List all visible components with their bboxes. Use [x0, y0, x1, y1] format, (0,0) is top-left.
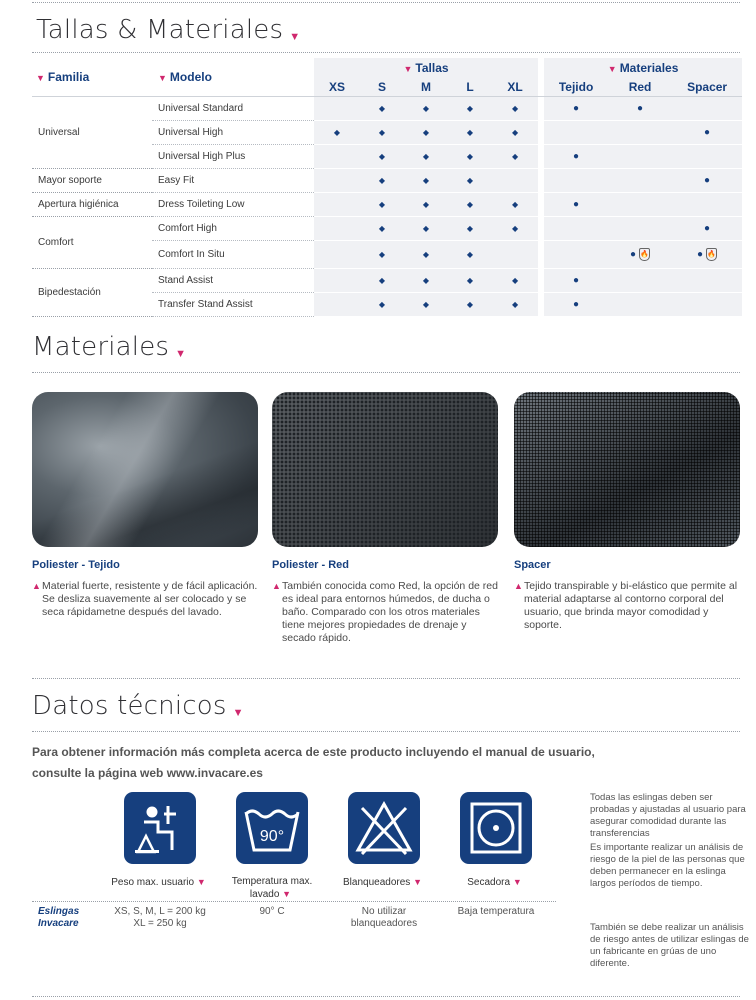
- diamond-icon: ◆: [422, 199, 430, 209]
- material-availability-cell: [608, 120, 672, 144]
- diamond-icon: ◆: [378, 151, 386, 161]
- diamond-icon: ◆: [466, 103, 474, 113]
- tech-label: Secadora ▼: [467, 877, 522, 888]
- dot-icon: ●: [573, 274, 580, 286]
- tech-label: Peso max. usuario ▼: [111, 877, 206, 888]
- dot-icon: ●: [630, 248, 637, 260]
- diamond-icon: ◆: [466, 299, 474, 309]
- diamond-icon: ◆: [466, 223, 474, 233]
- family-cell: Mayor soporte: [32, 168, 152, 192]
- material-availability-cell: [672, 216, 742, 240]
- section-title-materials: [32, 332, 186, 362]
- family-cell: Universal: [32, 96, 152, 168]
- size-availability-cell: [448, 120, 492, 144]
- tech-value: 90° C: [259, 906, 285, 917]
- modelo-header: ▼ Modelo: [152, 58, 314, 96]
- dot-icon: ●: [704, 174, 711, 186]
- size-availability-cell: [314, 168, 360, 192]
- section-title-tech-text: Datos técnicos: [32, 691, 227, 721]
- diamond-icon: ◆: [422, 275, 430, 285]
- dot-icon: ●: [704, 222, 711, 234]
- diamond-icon: ◆: [333, 127, 341, 137]
- size-header: L: [448, 78, 492, 96]
- material-availability-cell: [544, 96, 608, 120]
- diamond-icon: ◆: [422, 223, 430, 233]
- wash-90-text: 90°: [259, 828, 285, 845]
- size-availability-cell: [492, 292, 538, 316]
- material-name: Poliester - Tejido: [32, 559, 120, 571]
- pink-triangle-icon: ▼: [289, 30, 301, 43]
- size-availability-cell: [404, 120, 448, 144]
- size-availability-cell: [492, 216, 538, 240]
- diamond-icon: ◆: [511, 223, 519, 233]
- family-cell: Comfort: [32, 216, 152, 268]
- diamond-icon: ◆: [511, 127, 519, 137]
- material-availability-cell: [608, 292, 672, 316]
- tech-top-divider: [32, 678, 740, 679]
- size-availability-cell: [360, 192, 404, 216]
- size-availability-cell: [448, 144, 492, 168]
- size-availability-cell: [492, 268, 538, 292]
- red-mesh-photo: [272, 392, 498, 547]
- tech-value: XS, S, M, L = 200 kg XL = 250 kg: [114, 906, 206, 929]
- size-availability-cell: [404, 96, 448, 120]
- size-availability-cell: [448, 96, 492, 120]
- size-availability-cell: [360, 144, 404, 168]
- material-header: Spacer: [672, 78, 742, 96]
- diamond-icon: ◆: [378, 249, 386, 259]
- material-availability-cell: [608, 168, 672, 192]
- size-availability-cell: [314, 240, 360, 268]
- model-cell: Comfort In Situ: [152, 240, 314, 268]
- material-availability-cell: [672, 96, 742, 120]
- diamond-icon: ◆: [466, 199, 474, 209]
- size-availability-cell: [314, 120, 360, 144]
- diamond-icon: ◆: [378, 275, 386, 285]
- section-title-tech: [32, 691, 244, 721]
- size-availability-cell: [492, 168, 538, 192]
- family-cell: Apertura higiénica: [32, 192, 152, 216]
- material-availability-cell: [672, 192, 742, 216]
- table-row: [32, 168, 742, 192]
- dot-icon: ●: [704, 126, 711, 138]
- model-cell: Universal High Plus: [152, 144, 314, 168]
- diamond-icon: ◆: [422, 127, 430, 137]
- material-availability-cell: [544, 120, 608, 144]
- diamond-icon: ◆: [422, 103, 430, 113]
- wash-90-icon-graphic: [236, 792, 308, 864]
- material-availability-cell: [608, 240, 672, 268]
- material-availability-cell: [672, 120, 742, 144]
- dot-icon: ●: [573, 298, 580, 310]
- size-availability-cell: [404, 292, 448, 316]
- diamond-icon: ◆: [466, 249, 474, 259]
- size-availability-cell: [360, 168, 404, 192]
- pink-triangle-icon: ▼: [232, 706, 244, 719]
- model-cell: Comfort High: [152, 216, 314, 240]
- tejido-fabric-photo: [32, 392, 258, 547]
- material-description-text: Tejido transpirable y bi-elástico que permite al material adaptarse al contorno corporal del usuario, que brinda mayor comodidad y soporte.: [524, 580, 738, 631]
- material-availability-cell: [608, 96, 672, 120]
- material-availability-cell: [608, 192, 672, 216]
- size-availability-cell: [448, 240, 492, 268]
- tech-value: Baja temperatura: [457, 906, 535, 917]
- material-availability-cell: [672, 240, 742, 268]
- section-title-materials-text: Materiales: [32, 332, 170, 362]
- sizes-materials-table: [32, 58, 742, 317]
- tumble-dry-icon: [460, 792, 532, 864]
- size-availability-cell: [314, 292, 360, 316]
- size-availability-cell: [404, 192, 448, 216]
- diamond-icon: ◆: [466, 127, 474, 137]
- size-availability-cell: [360, 240, 404, 268]
- material-availability-cell: [544, 216, 608, 240]
- diamond-icon: ◆: [422, 299, 430, 309]
- size-availability-cell: [404, 168, 448, 192]
- tallas-header: ▼ Tallas: [314, 58, 538, 78]
- size-availability-cell: [314, 96, 360, 120]
- diamond-icon: ◆: [378, 223, 386, 233]
- fire-retardant-badge-icon: 🔥: [639, 248, 650, 261]
- material-header: Tejido: [544, 78, 608, 96]
- table-row: [32, 216, 742, 240]
- model-cell: Transfer Stand Assist: [152, 292, 314, 316]
- model-cell: Easy Fit: [152, 168, 314, 192]
- tech-intro-line: Para obtener información más completa acerca de este producto incluyendo el manual de usuario,: [32, 745, 595, 759]
- section-title-sizes-text: Tallas & Materiales: [36, 15, 284, 45]
- diamond-icon: ◆: [466, 275, 474, 285]
- side-note: Es importante realizar un análisis de riesgo de la piel de las personas que deben permanecer en la eslinga largos períodos de tiempo.: [590, 842, 745, 889]
- tech-values-divider: [32, 901, 556, 902]
- dot-icon: ●: [637, 102, 644, 114]
- tech-intro-line: consulte la página web www.invacare.es: [32, 766, 263, 780]
- diamond-icon: ◆: [511, 275, 519, 285]
- size-header: XL: [492, 78, 538, 96]
- material-name: Poliester - Red: [272, 559, 350, 571]
- tech-divider: [32, 731, 740, 732]
- tech-intro: [32, 742, 595, 784]
- table-header-groups: [32, 58, 742, 78]
- size-availability-cell: [492, 192, 538, 216]
- size-availability-cell: [314, 192, 360, 216]
- diamond-icon: ◆: [511, 199, 519, 209]
- material-description-text: Material fuerte, resistente y de fácil aplicación. Se desliza suavemente al ser colocado y se seca rápidametne después del lavado.: [42, 580, 258, 618]
- tech-label: Temperatura max. lavado ▼: [231, 876, 313, 900]
- size-availability-cell: [314, 216, 360, 240]
- diamond-icon: ◆: [378, 127, 386, 137]
- diamond-icon: ◆: [378, 299, 386, 309]
- size-availability-cell: [492, 144, 538, 168]
- diamond-icon: ◆: [378, 199, 386, 209]
- material-availability-cell: [544, 292, 608, 316]
- model-cell: Stand Assist: [152, 268, 314, 292]
- material-availability-cell: [672, 292, 742, 316]
- size-availability-cell: [448, 292, 492, 316]
- material-name: Spacer: [514, 559, 551, 571]
- size-availability-cell: [492, 240, 538, 268]
- brand-line: Eslingas: [38, 906, 80, 917]
- dot-icon: ●: [697, 248, 704, 260]
- material-description: ▲ Material fuerte, resistente y de fácil aplicación. Se desliza suavemente al ser colocado y se seca rápidametne después del lavado.: [32, 580, 262, 619]
- size-availability-cell: [360, 216, 404, 240]
- size-availability-cell: [404, 144, 448, 168]
- size-availability-cell: [404, 216, 448, 240]
- table-row: [32, 192, 742, 216]
- familia-header: ▼ Familia: [32, 58, 152, 96]
- side-note: Todas las eslingas deben ser probadas y ajustadas al usuario para asegurar comodidad durante las transferencias: [590, 792, 746, 839]
- tech-label: Blanqueadores ▼: [343, 877, 422, 888]
- bottom-divider: [32, 996, 740, 997]
- diamond-icon: ◆: [511, 151, 519, 161]
- diamond-icon: ◆: [511, 299, 519, 309]
- weight-user-icon: [124, 792, 196, 864]
- size-availability-cell: [448, 168, 492, 192]
- wash-90-icon: [236, 792, 308, 864]
- size-availability-cell: [314, 144, 360, 168]
- size-availability-cell: [360, 268, 404, 292]
- size-availability-cell: [448, 268, 492, 292]
- model-cell: Universal High: [152, 120, 314, 144]
- family-cell: Bipedestación: [32, 268, 152, 316]
- table-row: [32, 96, 742, 120]
- material-availability-cell: [672, 144, 742, 168]
- material-availability-cell: [672, 268, 742, 292]
- dot-icon: ●: [573, 198, 580, 210]
- diamond-icon: ◆: [378, 175, 386, 185]
- table-body: [32, 96, 742, 316]
- material-description-text: También conocida como Red, la opción de red es ideal para entornos húmedos, de ducha o baño. Comparado con los otros materiales tiene mejores propiedades de drenaje y secado rápido.: [282, 580, 498, 644]
- weight-user-icon-graphic: [124, 792, 196, 864]
- material-availability-cell: [608, 268, 672, 292]
- side-note: También se debe realizar un análisis de riesgo antes de utilizar eslingas de un fabricante en grúas de uno diferente.: [590, 922, 749, 969]
- table-row: [32, 268, 742, 292]
- size-availability-cell: [404, 240, 448, 268]
- material-header: Red: [608, 78, 672, 96]
- diamond-icon: ◆: [511, 103, 519, 113]
- diamond-icon: ◆: [422, 249, 430, 259]
- diamond-icon: ◆: [422, 175, 430, 185]
- dot-icon: ●: [573, 150, 580, 162]
- tumble-dry-icon-graphic: [460, 792, 532, 864]
- material-availability-cell: [544, 192, 608, 216]
- brand-label: [38, 906, 79, 930]
- size-availability-cell: [360, 292, 404, 316]
- section-title-sizes: [36, 15, 300, 45]
- no-bleach-icon: [348, 792, 420, 864]
- size-availability-cell: [492, 120, 538, 144]
- material-description: ▲ Tejido transpirable y bi-elástico que permite al material adaptarse al contorno corporal del usuario, que brinda mayor comodidad y soporte.: [514, 580, 744, 632]
- model-cell: Dress Toileting Low: [152, 192, 314, 216]
- material-availability-cell: [544, 144, 608, 168]
- diamond-icon: ◆: [378, 103, 386, 113]
- size-availability-cell: [360, 96, 404, 120]
- material-availability-cell: [672, 168, 742, 192]
- material-availability-cell: [544, 268, 608, 292]
- materiales-header: ▼ Materiales: [544, 58, 742, 78]
- size-availability-cell: [360, 120, 404, 144]
- no-bleach-icon-graphic: [348, 792, 420, 864]
- size-availability-cell: [492, 96, 538, 120]
- model-cell: Universal Standard: [152, 96, 314, 120]
- brand-line: Invacare: [38, 918, 79, 929]
- dot-icon: ●: [573, 102, 580, 114]
- size-header: XS: [314, 78, 360, 96]
- material-availability-cell: [608, 216, 672, 240]
- top-divider: [32, 2, 740, 3]
- size-availability-cell: [404, 268, 448, 292]
- materials-divider: [32, 372, 740, 373]
- spacer-fabric-photo: [514, 392, 740, 547]
- material-description: ▲ También conocida como Red, la opción de red es ideal para entornos húmedos, de ducha o baño. Comparado con los otros materiales tiene mejores propiedades de drenaje y secado rápido.: [272, 580, 502, 645]
- material-availability-cell: [608, 144, 672, 168]
- diamond-icon: ◆: [466, 151, 474, 161]
- tech-value: No utilizar blanqueadores: [350, 906, 418, 929]
- diamond-icon: ◆: [422, 151, 430, 161]
- size-header: M: [404, 78, 448, 96]
- size-availability-cell: [314, 268, 360, 292]
- material-availability-cell: [544, 240, 608, 268]
- pink-triangle-icon: ▼: [175, 347, 187, 360]
- material-availability-cell: [544, 168, 608, 192]
- size-availability-cell: [448, 192, 492, 216]
- size-availability-cell: [448, 216, 492, 240]
- size-header: S: [360, 78, 404, 96]
- sizes-divider: [32, 52, 740, 53]
- fire-retardant-badge-icon: 🔥: [706, 248, 717, 261]
- diamond-icon: ◆: [466, 175, 474, 185]
